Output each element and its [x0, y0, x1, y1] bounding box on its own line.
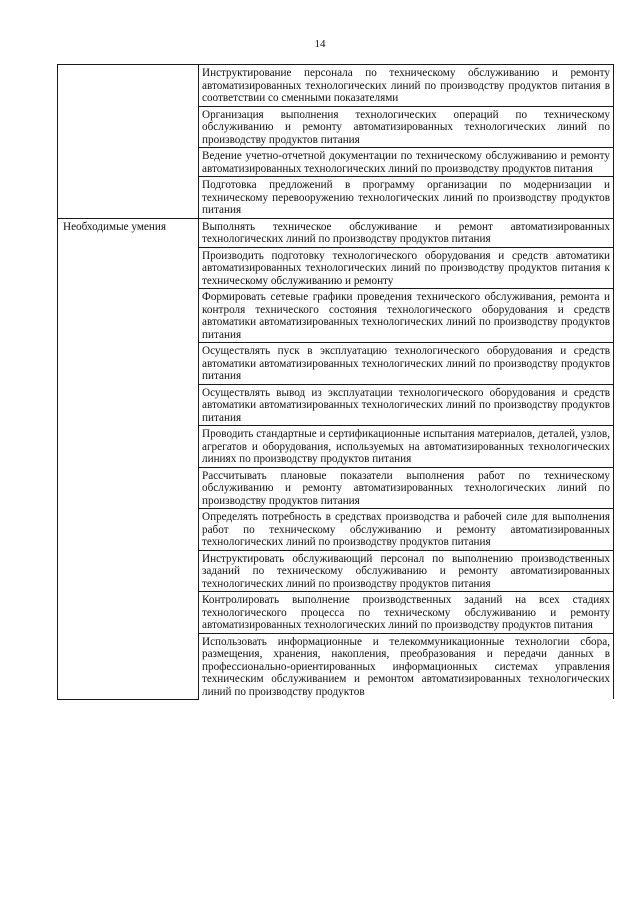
row-text: Контролировать выполнение производственных заданий на всех стадиях технологического процесса по техническому обслуживанию и ремонту автоматизированных технологических линий по производству продуктов питания — [199, 592, 614, 634]
row-text: Проводить стандартные и сертификационные испытания материалов, деталей, узлов, агрегатов и оборудования, используемых на автоматизированных технологических линиях по производству продуктов питания — [199, 426, 614, 468]
row-text: Выполнять техническое обслуживание и ремонт автоматизированных технологических линий по производству продуктов питания — [199, 218, 614, 247]
row-text: Осуществлять пуск в эксплуатацию технологического оборудования и средств автоматики автоматизированных технологических линий по производству продуктов питания — [199, 343, 614, 385]
row-text: Определять потребность в средствах производства и рабочей силе для выполнения работ по техническому обслуживанию и ремонту автоматизированных технологических линий по производству продуктов питания — [199, 509, 614, 551]
skills-table-body — [58, 65, 614, 700]
skills-table — [57, 64, 614, 700]
row-text: Производить подготовку технологического оборудования и средств автоматики автоматизированных технологических линий по производству продуктов питания к техническому обслуживанию и ремонту — [199, 247, 614, 289]
row-text: Инструктировать обслуживающий персонал по выполнению производственных заданий по техническому обслуживанию и ремонту автоматизированных технологических линий по производству продуктов питания — [199, 550, 614, 592]
row-label — [58, 65, 199, 219]
row-text: Инструктирование персонала по техническому обслуживанию и ремонту автоматизированных технологических линий по производству продуктов питания в соответствии со сменными показателями — [199, 65, 614, 107]
row-text: Формировать сетевые графики проведения технического обслуживания, ремонта и контроля технического состояния технологического оборудования и средств автоматики автоматизированных технологических линий по производству продуктов питания — [199, 289, 614, 343]
row-text: Ведение учетно-отчетной документации по техническому обслуживанию и ремонту автоматизированных технологических линий по производству продуктов питания — [199, 148, 614, 177]
table-row — [58, 65, 614, 107]
table-row — [58, 218, 614, 247]
row-label: Необходимые умения — [58, 218, 199, 699]
row-text: Использовать информационные и телекоммуникационные технологии сбора, размещения, хранения, накопления, преобразования и передачи данных в профессионально-ориентированных информационных системах управления техническим обслуживанием и ремонтом автоматизированных технологических линий по производству продуктов — [199, 633, 614, 699]
row-text: Подготовка предложений в программу организации по модернизации и техническому перевооружению технологических линий по производству продуктов питания — [199, 177, 614, 219]
row-text: Организация выполнения технологических операций по техническому обслуживанию и ремонту автоматизированных технологических линий по производству продуктов питания — [199, 106, 614, 148]
row-text: Рассчитывать плановые показатели выполнения работ по техническому обслуживанию и ремонту автоматизированных технологических линий по производству продуктов питания — [199, 467, 614, 509]
row-text: Осуществлять вывод из эксплуатации технологического оборудования и средств автоматики автоматизированных технологических линий по производству продуктов питания — [199, 384, 614, 426]
page-number: 14 — [314, 38, 326, 50]
